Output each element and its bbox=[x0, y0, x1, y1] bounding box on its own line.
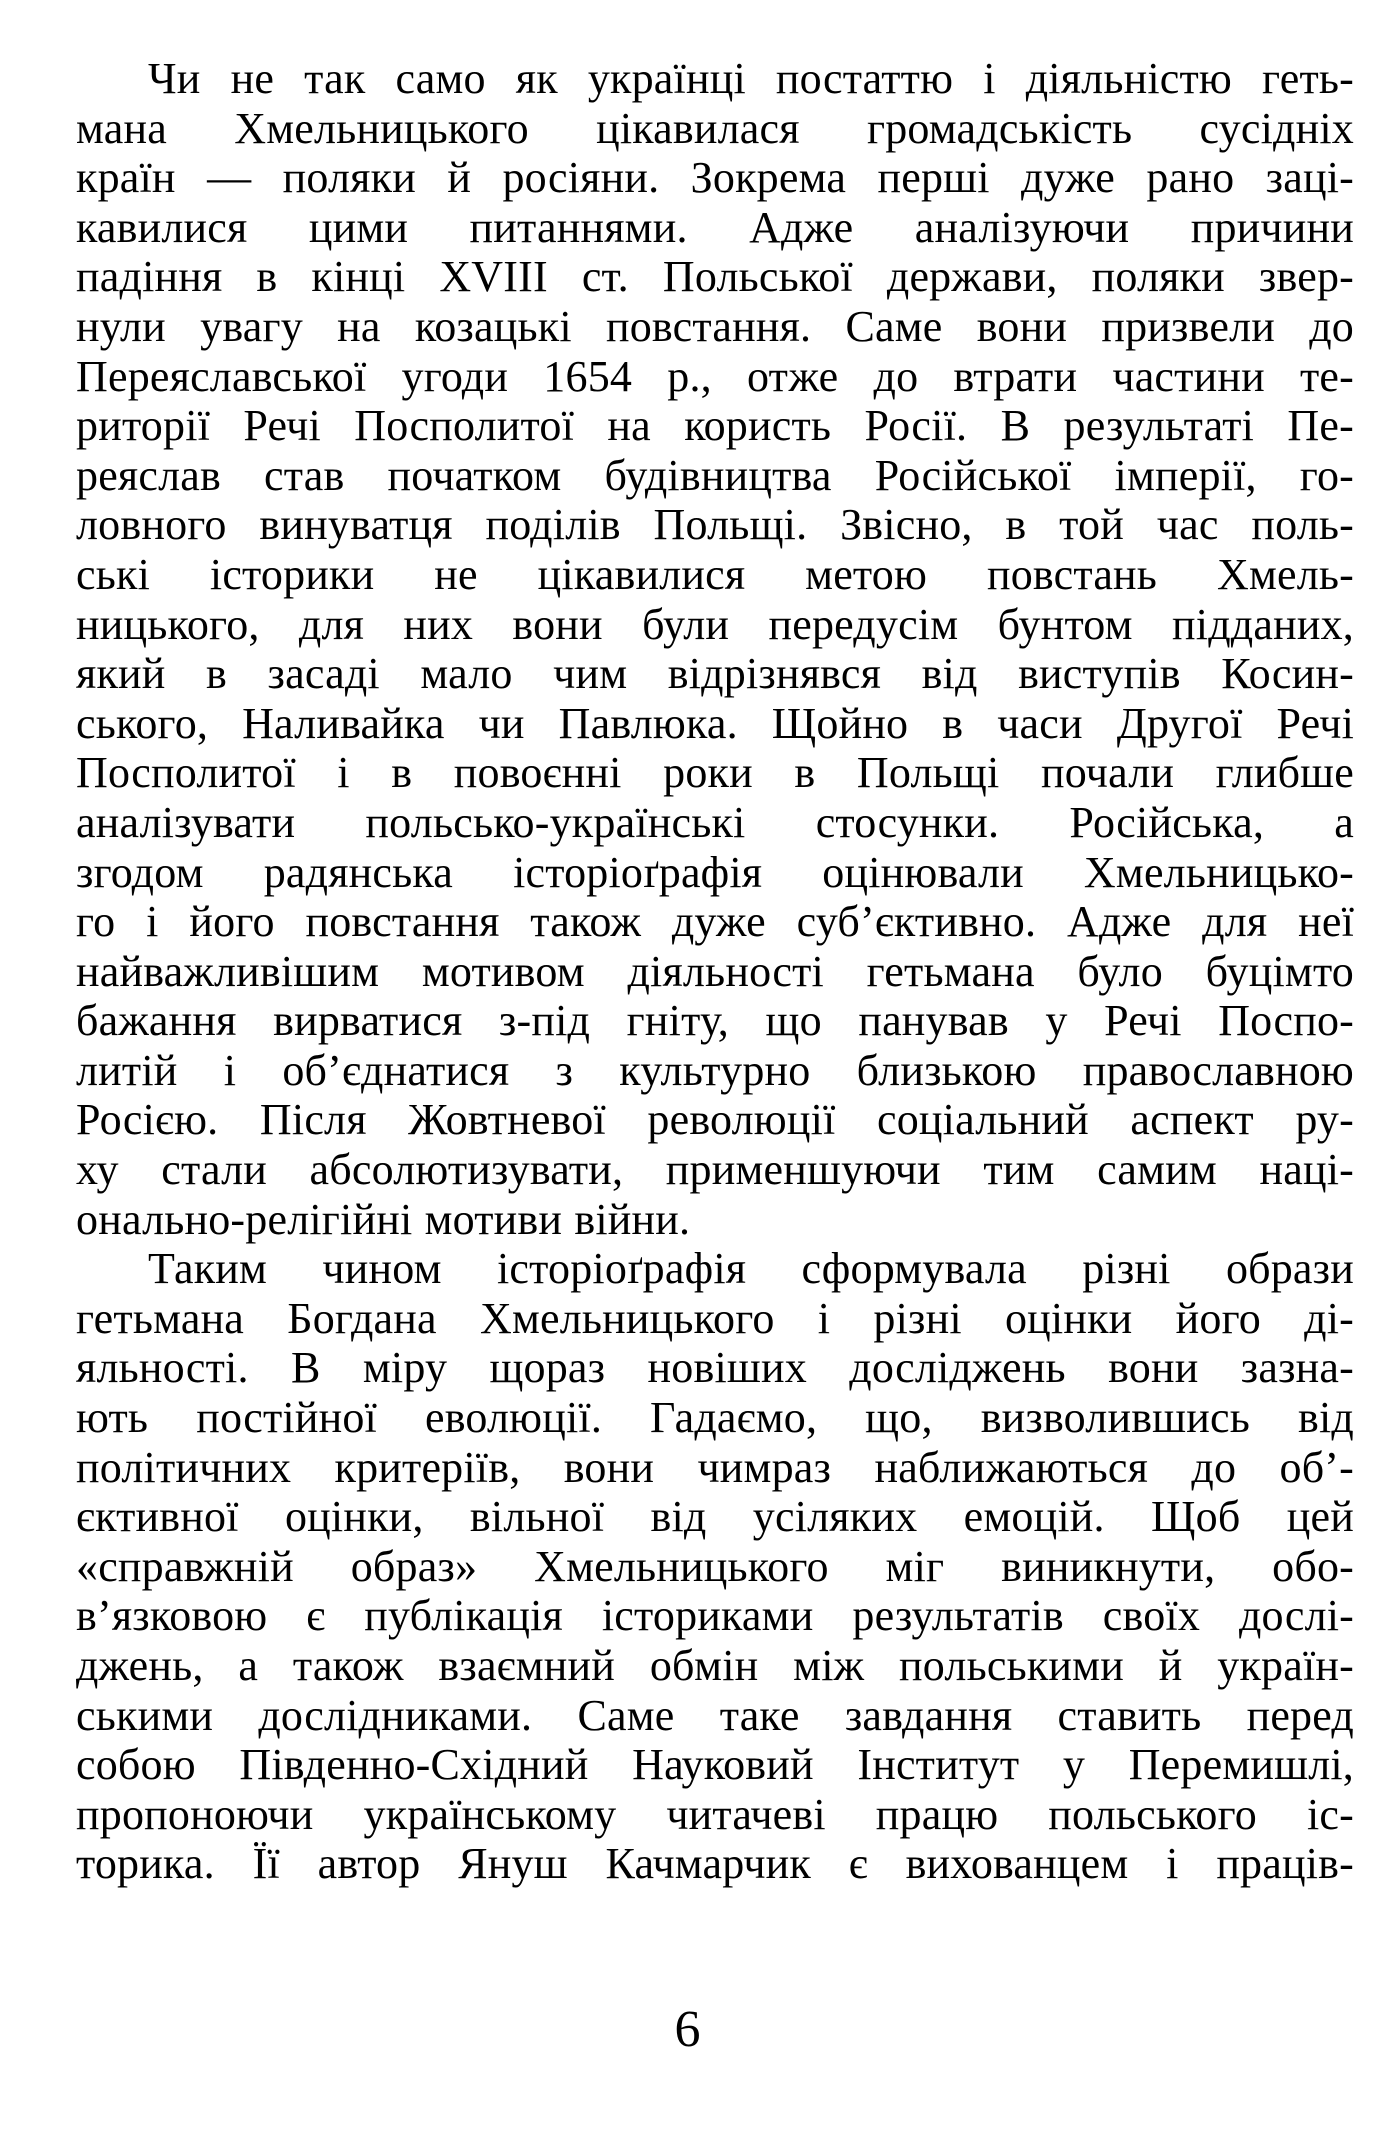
text-line: ху стали абсолютизувати, применшуючи тим самим наці- bbox=[76, 1145, 1354, 1195]
text-line: Таким чином історіоґрафія сформувала різні образи bbox=[148, 1244, 1354, 1294]
text-line: яльності. В міру щораз новіших досліджень вони зазна- bbox=[76, 1343, 1354, 1393]
text-line: Росією. Після Жовтневої революції соціальний аспект ру- bbox=[76, 1095, 1354, 1145]
text-line: торика. Її автор Януш Качмарчик є вихованцем і праців- bbox=[76, 1839, 1354, 1889]
text-line: нули увагу на козацькі повстання. Саме вони призвели до bbox=[76, 301, 1354, 351]
text-line: ські історики не цікавилися метою повстань Хмель- bbox=[76, 549, 1354, 599]
text-line: риторії Речі Посполитої на користь Росії. В результаті Пе- bbox=[76, 401, 1354, 451]
text-line: пропоноючи українському читачеві працю польського іс- bbox=[76, 1789, 1354, 1839]
text-line: аналізувати польсько-українські стосунки. Російська, а bbox=[76, 797, 1354, 847]
text-line: гетьмана Богдана Хмельницького і різні оцінки його ді- bbox=[76, 1293, 1354, 1343]
text-line: падіння в кінці XVIII ст. Польської держави, поляки звер- bbox=[76, 252, 1354, 302]
text-line: який в засаді мало чим відрізнявся від виступів Косин- bbox=[76, 649, 1354, 699]
text-line: ськими дослідниками. Саме таке завдання ставить перед bbox=[76, 1690, 1354, 1740]
text-line: в’язковою є публікація істориками результатів своїх дослі- bbox=[76, 1591, 1354, 1641]
text-line: країн — поляки й росіяни. Зокрема перші дуже рано заці- bbox=[76, 153, 1354, 203]
text-line: литій і об’єднатися з культурно близькою православною bbox=[76, 1045, 1354, 1095]
text-line: реяслав став початком будівництва Російської імперії, го- bbox=[76, 450, 1354, 500]
text-line: Посполитої і в повоєнні роки в Польщі почали глибше bbox=[76, 748, 1354, 798]
text-line: політичних критеріїв, вони чимраз наближаються до об’- bbox=[76, 1442, 1354, 1492]
text-line: ловного винуватця поділів Польщі. Звісно, в той час поль- bbox=[76, 500, 1354, 550]
text-line: єктивної оцінки, вільної від усіляких емоцій. Щоб цей bbox=[76, 1492, 1354, 1542]
text-line: го і його повстання також дуже суб’єктивно. Адже для неї bbox=[76, 897, 1354, 947]
text-line: Чи не так само як українці постаттю і діяльністю геть- bbox=[148, 54, 1354, 103]
page-text bbox=[76, 54, 1354, 1889]
text-line: кавилися цими питаннями. Адже аналізуючи причини bbox=[76, 202, 1354, 252]
text-line: бажання вирватися з-під гніту, що панував у Речі Поспо- bbox=[76, 996, 1354, 1046]
text-line: найважливішим мотивом діяльності гетьмана було буцімто bbox=[76, 946, 1354, 996]
text-line: ницького, для них вони були передусім бунтом підданих, bbox=[76, 599, 1354, 649]
text-line: ського, Наливайка чи Павлюка. Щойно в часи Другої Речі bbox=[76, 698, 1354, 748]
page-number: 6 bbox=[674, 2001, 701, 2058]
text-line: мана Хмельницького цікавилася громадськість сусідніх bbox=[76, 103, 1354, 153]
text-line: собою Південно-Східний Науковий Інститут у Перемишлі, bbox=[76, 1740, 1354, 1790]
text-line: ють постійної еволюції. Гадаємо, що, визволившись від bbox=[76, 1393, 1354, 1443]
text-line: Переяславської угоди 1654 р., отже до втрати частини те- bbox=[76, 351, 1354, 401]
text-line: онально-релігійні мотиви війни. bbox=[76, 1194, 691, 1244]
text-line: згодом радянська історіоґрафія оцінювали Хмельницько- bbox=[76, 847, 1354, 897]
text-line: джень, а також взаємний обмін між польськими й україн- bbox=[76, 1641, 1354, 1690]
text-line: «справжній образ» Хмельницького міг виникнути, обо- bbox=[76, 1541, 1354, 1591]
